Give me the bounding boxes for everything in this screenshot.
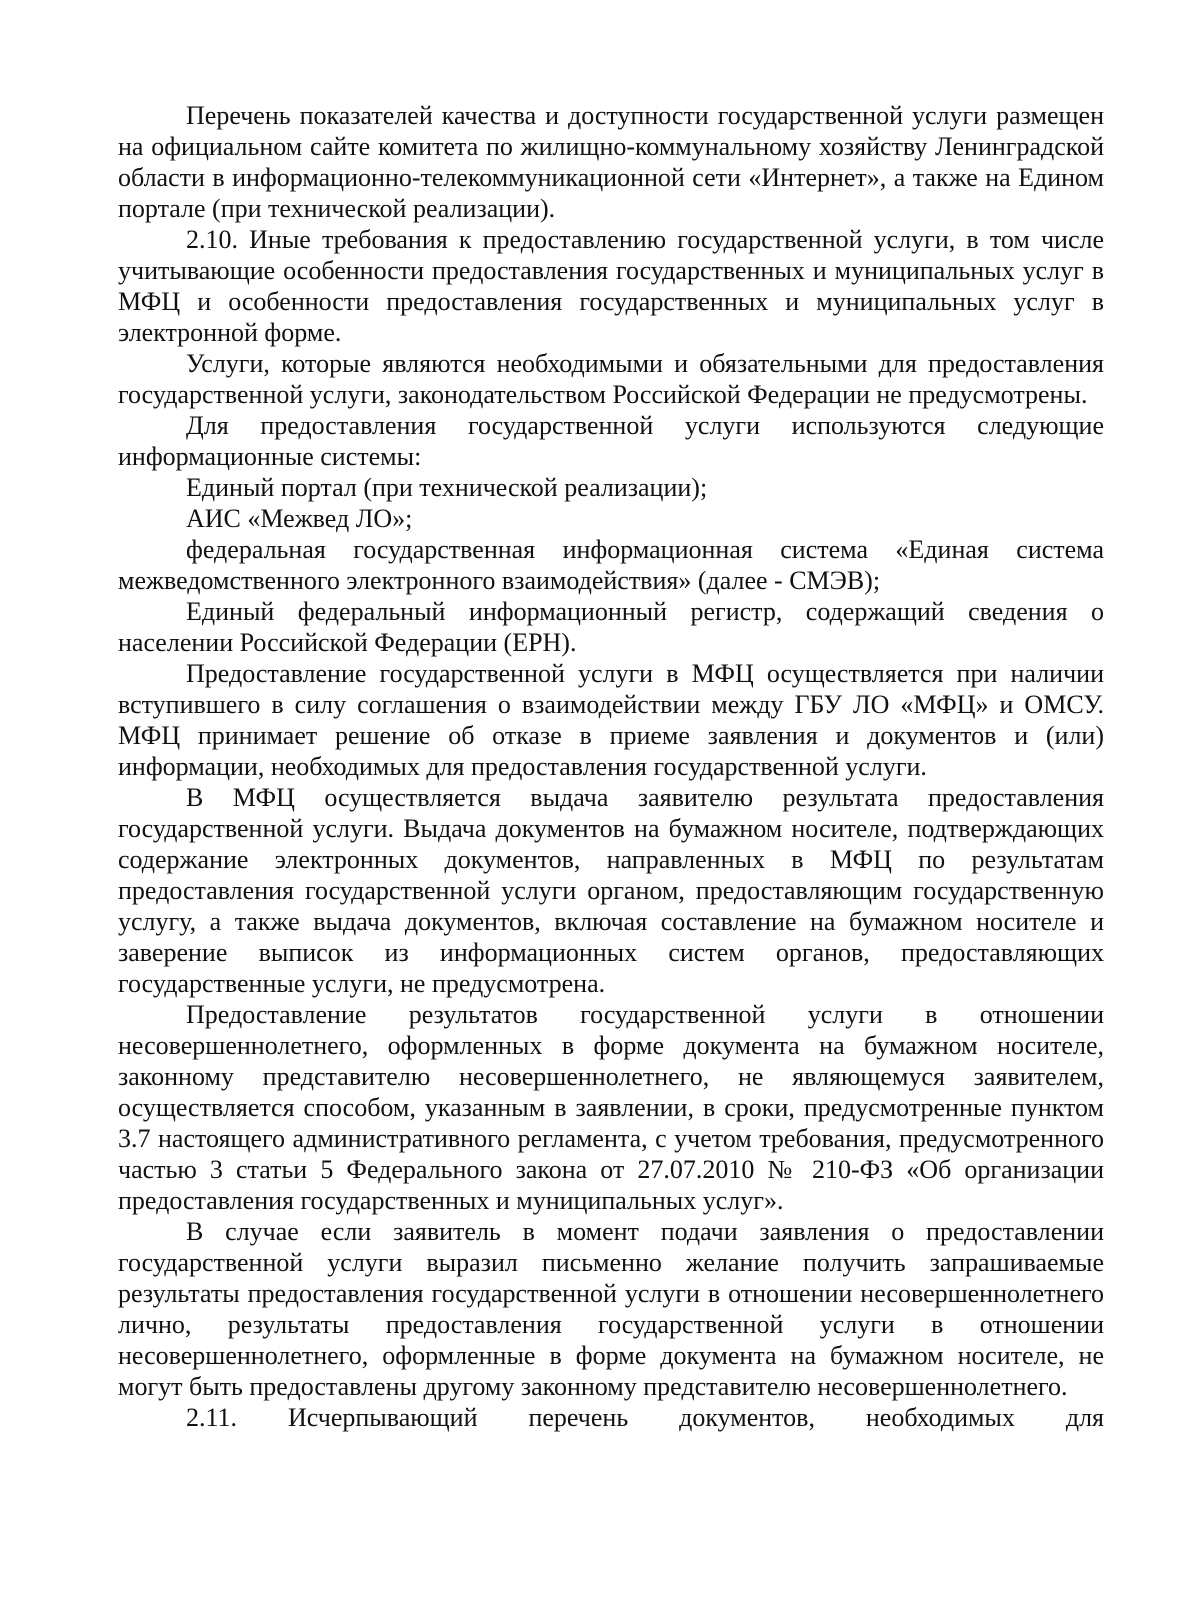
paragraph-minor-personal: В случае если заявитель в момент подачи заявления о предоставлении государственной услуги выразил письменно желание получить запрашиваемые результаты предоставления государственной услуги в отношении несовершеннолетнего лично, результаты предоставления государственной услуги в отношении несовершеннолетнего, оформленные в форме документа на бумажном носителе, не могут быть предоставлены другому законному представителю несовершеннолетнего. bbox=[118, 1217, 1104, 1401]
paragraph-mandatory-services: Услуги, которые являются необходимыми и обязательными для предоставления государственной услуги, законодательством Российской Федерации не предусмотрены. bbox=[118, 349, 1104, 409]
paragraph-section-2-10: 2.10. Иные требования к предоставлению государственной услуги, в том числе учитывающие особенности предоставления государственных и муниципальных услуг в МФЦ и особенности предоставления государственных и муниципальных услуг в электронной форме. bbox=[118, 225, 1104, 347]
document-page bbox=[118, 100, 1104, 1433]
list-item-smev: федеральная государственная информационная система «Единая система межведомственного электронного взаимодействия» (далее - СМЭВ); bbox=[118, 535, 1104, 595]
paragraph-section-2-11-start: 2.11. Исчерпывающий перечень документов, необходимых для bbox=[186, 1403, 1104, 1432]
paragraph-mfc-provision: Предоставление государственной услуги в МФЦ осуществляется при наличии вступившего в силу соглашения о взаимодействии между ГБУ ЛО «МФЦ» и ОМСУ. МФЦ принимает решение об отказе в приеме заявления и документов и (или) информации, необходимых для предоставления государственной услуги. bbox=[118, 659, 1104, 781]
list-item-ern: Единый федеральный информационный регистр, содержащий сведения о населении Российской Федерации (ЕРН). bbox=[118, 597, 1104, 657]
paragraph-minor-results: Предоставление результатов государственной услуги в отношении несовершеннолетнего, оформленных в форме документа на бумажном носителе, законному представителю несовершеннолетнего, не являющемуся заявителем, осуществляется способом, указанным в заявлении, в сроки, предусмотренные пунктом 3.7 настоящего административного регламента, с учетом требования, предусмотренного частью 3 статьи 5 Федерального закона от 27.07.2010 № 210-ФЗ «Об организации предоставления государственных и муниципальных услуг». bbox=[118, 1000, 1104, 1215]
paragraph-quality-indicators: Перечень показателей качества и доступности государственной услуги размещен на официальном сайте комитета по жилищно-коммунальному хозяйству Ленинградской области в информационно-телекоммуникационной сети «Интернет», а также на Едином портале (при технической реализации). bbox=[118, 101, 1104, 223]
paragraph-mfc-issuance: В МФЦ осуществляется выдача заявителю результата предоставления государственной услуги. Выдача документов на бумажном носителе, подтверждающих содержание электронных документов, направленных в МФЦ по результатам предоставления государственной услуги органом, предоставляющим государственную услугу, а также выдача документов, включая составление на бумажном носителе и заверение выписок из информационных систем органов, предоставляющих государственные услуги, не предусмотрена. bbox=[118, 783, 1104, 998]
list-item-ais-mezhved: АИС «Межвед ЛО»; bbox=[186, 504, 413, 533]
list-item-unified-portal: Единый портал (при технической реализации); bbox=[186, 473, 708, 502]
paragraph-information-systems: Для предоставления государственной услуги используются следующие информационные системы: bbox=[118, 411, 1104, 471]
